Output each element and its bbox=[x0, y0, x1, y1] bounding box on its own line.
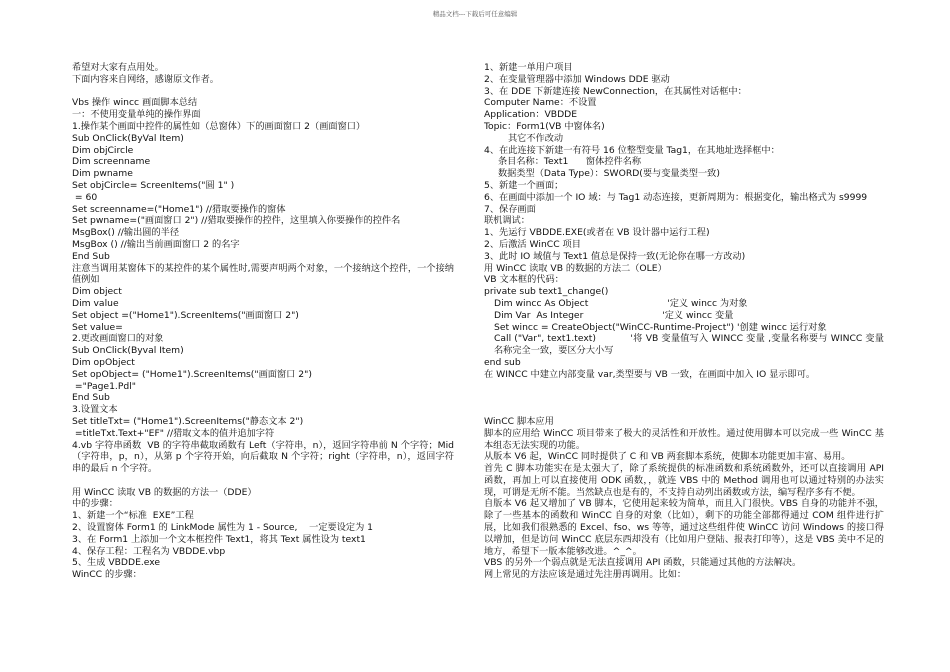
text-paragraph: 脚本的应用给 WinCC 项目带来了极大的灵活性和开放性。通过使用脚本可以完成一些 WinCC 基本组态无法实现的功能。 bbox=[484, 427, 884, 451]
code-line: Sub OnClick(ByVal Item) bbox=[72, 132, 184, 144]
page-header: 精品文档---下载后可任意编辑 bbox=[432, 10, 518, 18]
text-line: 4、在此连接下新建一有符号 16 位整型变量 Tag1，在其地址选择框中： bbox=[484, 144, 780, 156]
code-line: Dim opObject bbox=[72, 356, 135, 368]
code-line: Set value= bbox=[72, 321, 123, 333]
code-line: Dim wincc As Object '定义 wincc 为对象 bbox=[494, 297, 748, 309]
text-paragraph: VBS 的另外一个弱点就是无法直接调用 API 函数，只能通过其他的方法解决。 bbox=[484, 557, 802, 569]
text-line: 在 WINCC 中建立内部变量 var,类型要与 VB 一致，在画面中加入 IO 显示即可。 bbox=[484, 368, 816, 380]
code-line: Dim screenname bbox=[72, 156, 151, 168]
code-line: MsgBox() //输出圆的半径 bbox=[72, 227, 180, 239]
code-line: Dim Var As Integer '定义 wincc 变量 bbox=[494, 309, 734, 321]
code-line: Set objCircle= ScreenItems("圆 1" ) bbox=[72, 179, 235, 191]
text-line: 一：不使用变量单纯的操作界面 bbox=[72, 109, 201, 121]
text-line: Computer Name：不设置 bbox=[484, 97, 597, 109]
code-line: =titleTxt.Text+"EF" //猎取文本的值并追加字符 bbox=[72, 427, 275, 439]
text-line: 3、此时 IO 域值与 Text1 值总是保持一致(无论你在哪一方改动) bbox=[484, 250, 746, 262]
text-paragraph: 从版本 V6 起，WinCC 同时提供了 C 和 VB 两套脚本系统，使脚本功能更加丰富、易用。 bbox=[484, 451, 851, 463]
code-line: Set wincc = CreateObject("WinCC-Runtime-Project") '创建 wincc 运行对象 bbox=[494, 321, 827, 333]
code-line: Dim value bbox=[72, 297, 119, 309]
code-line: Dim objCircle bbox=[72, 144, 134, 156]
code-line: private sub text1_change() bbox=[484, 286, 609, 298]
code-line: Dim object bbox=[72, 286, 122, 298]
text-line: 中的步骤： bbox=[72, 498, 118, 510]
code-line: Set pwname=("画面窗口 2") //猎取要操作的控件，这里填入你要操作的控件名 bbox=[72, 215, 401, 227]
text-line: 2、后激活 WinCC 项目 bbox=[484, 238, 581, 250]
text-line: 7、保存画面 bbox=[484, 203, 536, 215]
text-line: 希望对大家有点用处。 bbox=[72, 62, 164, 73]
text-line: 5、新建一个画面； bbox=[484, 179, 564, 191]
blank-line bbox=[484, 392, 884, 404]
code-line: Sub OnClick(Byval Item) bbox=[72, 345, 184, 357]
text-line: 3、在 Form1 上添加一个文本框控件 Text1，将其 Text 属性设为 text1 bbox=[72, 533, 366, 545]
left-column bbox=[72, 62, 454, 581]
text-line: 5、生成 VBDDE.exe bbox=[72, 557, 161, 569]
text-line: 1、新建一单用户项目 bbox=[484, 62, 573, 73]
text-line: WinCC 的步骤： bbox=[72, 569, 142, 581]
section-title: WinCC 脚本应用 bbox=[484, 415, 554, 427]
text-line: VB 文本框的代码： bbox=[484, 274, 564, 286]
blank-line bbox=[484, 404, 884, 416]
code-line: end sub bbox=[484, 356, 521, 368]
code-paragraph: Call ("Var", text1.text) '将 VB 变量值写入 WINCC 变量 ,变量名称要与 WINCC 变量名称完全一致，要区分大小写 bbox=[494, 333, 884, 357]
section-title: 用 WinCC 读取 VB 的数据的方法一（DDE） bbox=[72, 486, 257, 498]
text-paragraph: 自版本 V6 起又增加了 VB 脚本，它使用起来较为简单，而且入门很快。VBS 自身的功能并不强，除了一些基本的函数和 WinCC 自身的对象（比如），剩下的功能全部都得通过 COM 组件进行扩展，比如我们很熟悉的 Excel、fso、ws 等等，通过这些组件使 WinCC 访问 Windows 的接口得以增加，但是访问 WinCC 底层东西却没有（比如用户登陆、报表打印等），这是 VBS 美中不足的地方，希望下一版本能够改进。^_^。 bbox=[484, 498, 884, 557]
text-paragraph: 注意当调用某窗体下的某控件的某个属性时,需要声明两个对象，一个接纳这个控件，一个接纳值例如 bbox=[72, 262, 454, 286]
code-line: = 60 bbox=[72, 191, 98, 203]
text-line: 数据类型（Data Type）：SWORD(要与变量类型一致) bbox=[498, 168, 720, 180]
text-line: 下面内容来自网络，感谢原文作者。 bbox=[72, 73, 219, 85]
text-line: 1、新建一个“标准 EXE”工程 bbox=[72, 510, 194, 522]
code-line: Set screenname=("Home1") //猎取要操作的窗体 bbox=[72, 203, 286, 215]
section-title: Vbs 操作 wincc 画面脚本总结 bbox=[72, 97, 198, 109]
section-title: 用 WinCC 读取 VB 的数据的方法二（OLE） bbox=[484, 262, 667, 274]
text-line: 2.更改画面窗口的对象 bbox=[72, 333, 164, 345]
code-line: Set object =("Home1").ScreenItems("画面窗口 2") bbox=[72, 309, 299, 321]
text-line: 2、设置窗体 Form1 的 LinkMode 属性为 1 - Source, 一定要设定为 1 bbox=[72, 522, 374, 534]
text-line: 2、在变量管理器中添加 Windows DDE 驱动 bbox=[484, 73, 670, 85]
blank-line bbox=[72, 86, 454, 98]
blank-line bbox=[72, 475, 454, 487]
code-line: End Sub bbox=[72, 250, 110, 262]
text-line: 1.操作某个画面中控件的属性如（总窗体）下的画面窗口 2（画面窗口） bbox=[72, 120, 366, 132]
text-line: 其它不作改动 bbox=[508, 132, 564, 144]
text-line: 条目名称：Text1 窗体控件名称 bbox=[498, 156, 642, 168]
text-line: 联机调试： bbox=[484, 215, 530, 227]
code-line: MsgBox () //输出当前画面窗口 2 的名字 bbox=[72, 238, 240, 250]
text-line: 3.设置文本 bbox=[72, 404, 118, 416]
text-paragraph: 4.vb 字符串函数 VB 的字符串截取函数有 Left（字符串，n），返回字符串前 N 个字符；Mid（字符串，p，n），从第 p 个字符开始，向后截取 N 个字符；right（字符串，n），返回字符串的最后 n 个字符。 bbox=[72, 439, 454, 475]
text-line: Topic：Form1(VB 中窗体名) bbox=[484, 120, 605, 132]
text-line: 1、先运行 VBDDE.EXE(或者在 VB 设计器中运行工程) bbox=[484, 227, 710, 239]
text-line: 6、在画面中添加一个 IO 域：与 Tag1 动态连接，更新周期为：根据变化，输出格式为 s9999 bbox=[484, 191, 868, 203]
text-line: 网上常见的方法应该是通过先注册再调用。比如： bbox=[484, 569, 687, 581]
blank-line bbox=[484, 381, 884, 393]
code-line: Dim pwname bbox=[72, 168, 133, 180]
code-line: ="Page1.Pdl" bbox=[72, 380, 137, 392]
text-line: 4、保存工程：工程名为 VBDDE.vbp bbox=[72, 545, 226, 557]
code-line: Set titleTxt= ("Home1").ScreenItems("静态文本 2") bbox=[72, 415, 304, 427]
text-line: 3、在 DDE 下新建连接 NewConnection，在其属性对话框中： bbox=[484, 85, 747, 97]
text-paragraph: 首先 C 脚本功能实在是太强大了，除了系统提供的标准函数和系统函数外，还可以直接调用 API 函数，再加上可以直接使用 ODK 函数，，就连 VBS 中的 Method 调用也可以通过特别的办法实现，可谓是无所不能。当然缺点也是有的，不支持自动列出函数或方法，编写程序多有不便。 bbox=[484, 463, 887, 498]
code-line: End Sub bbox=[72, 392, 110, 404]
code-line: Set opObject= ("Home1").ScreenItems("画面窗口 2") bbox=[72, 368, 312, 380]
right-column bbox=[484, 62, 887, 581]
text-line: Application：VBDDE bbox=[484, 109, 578, 121]
